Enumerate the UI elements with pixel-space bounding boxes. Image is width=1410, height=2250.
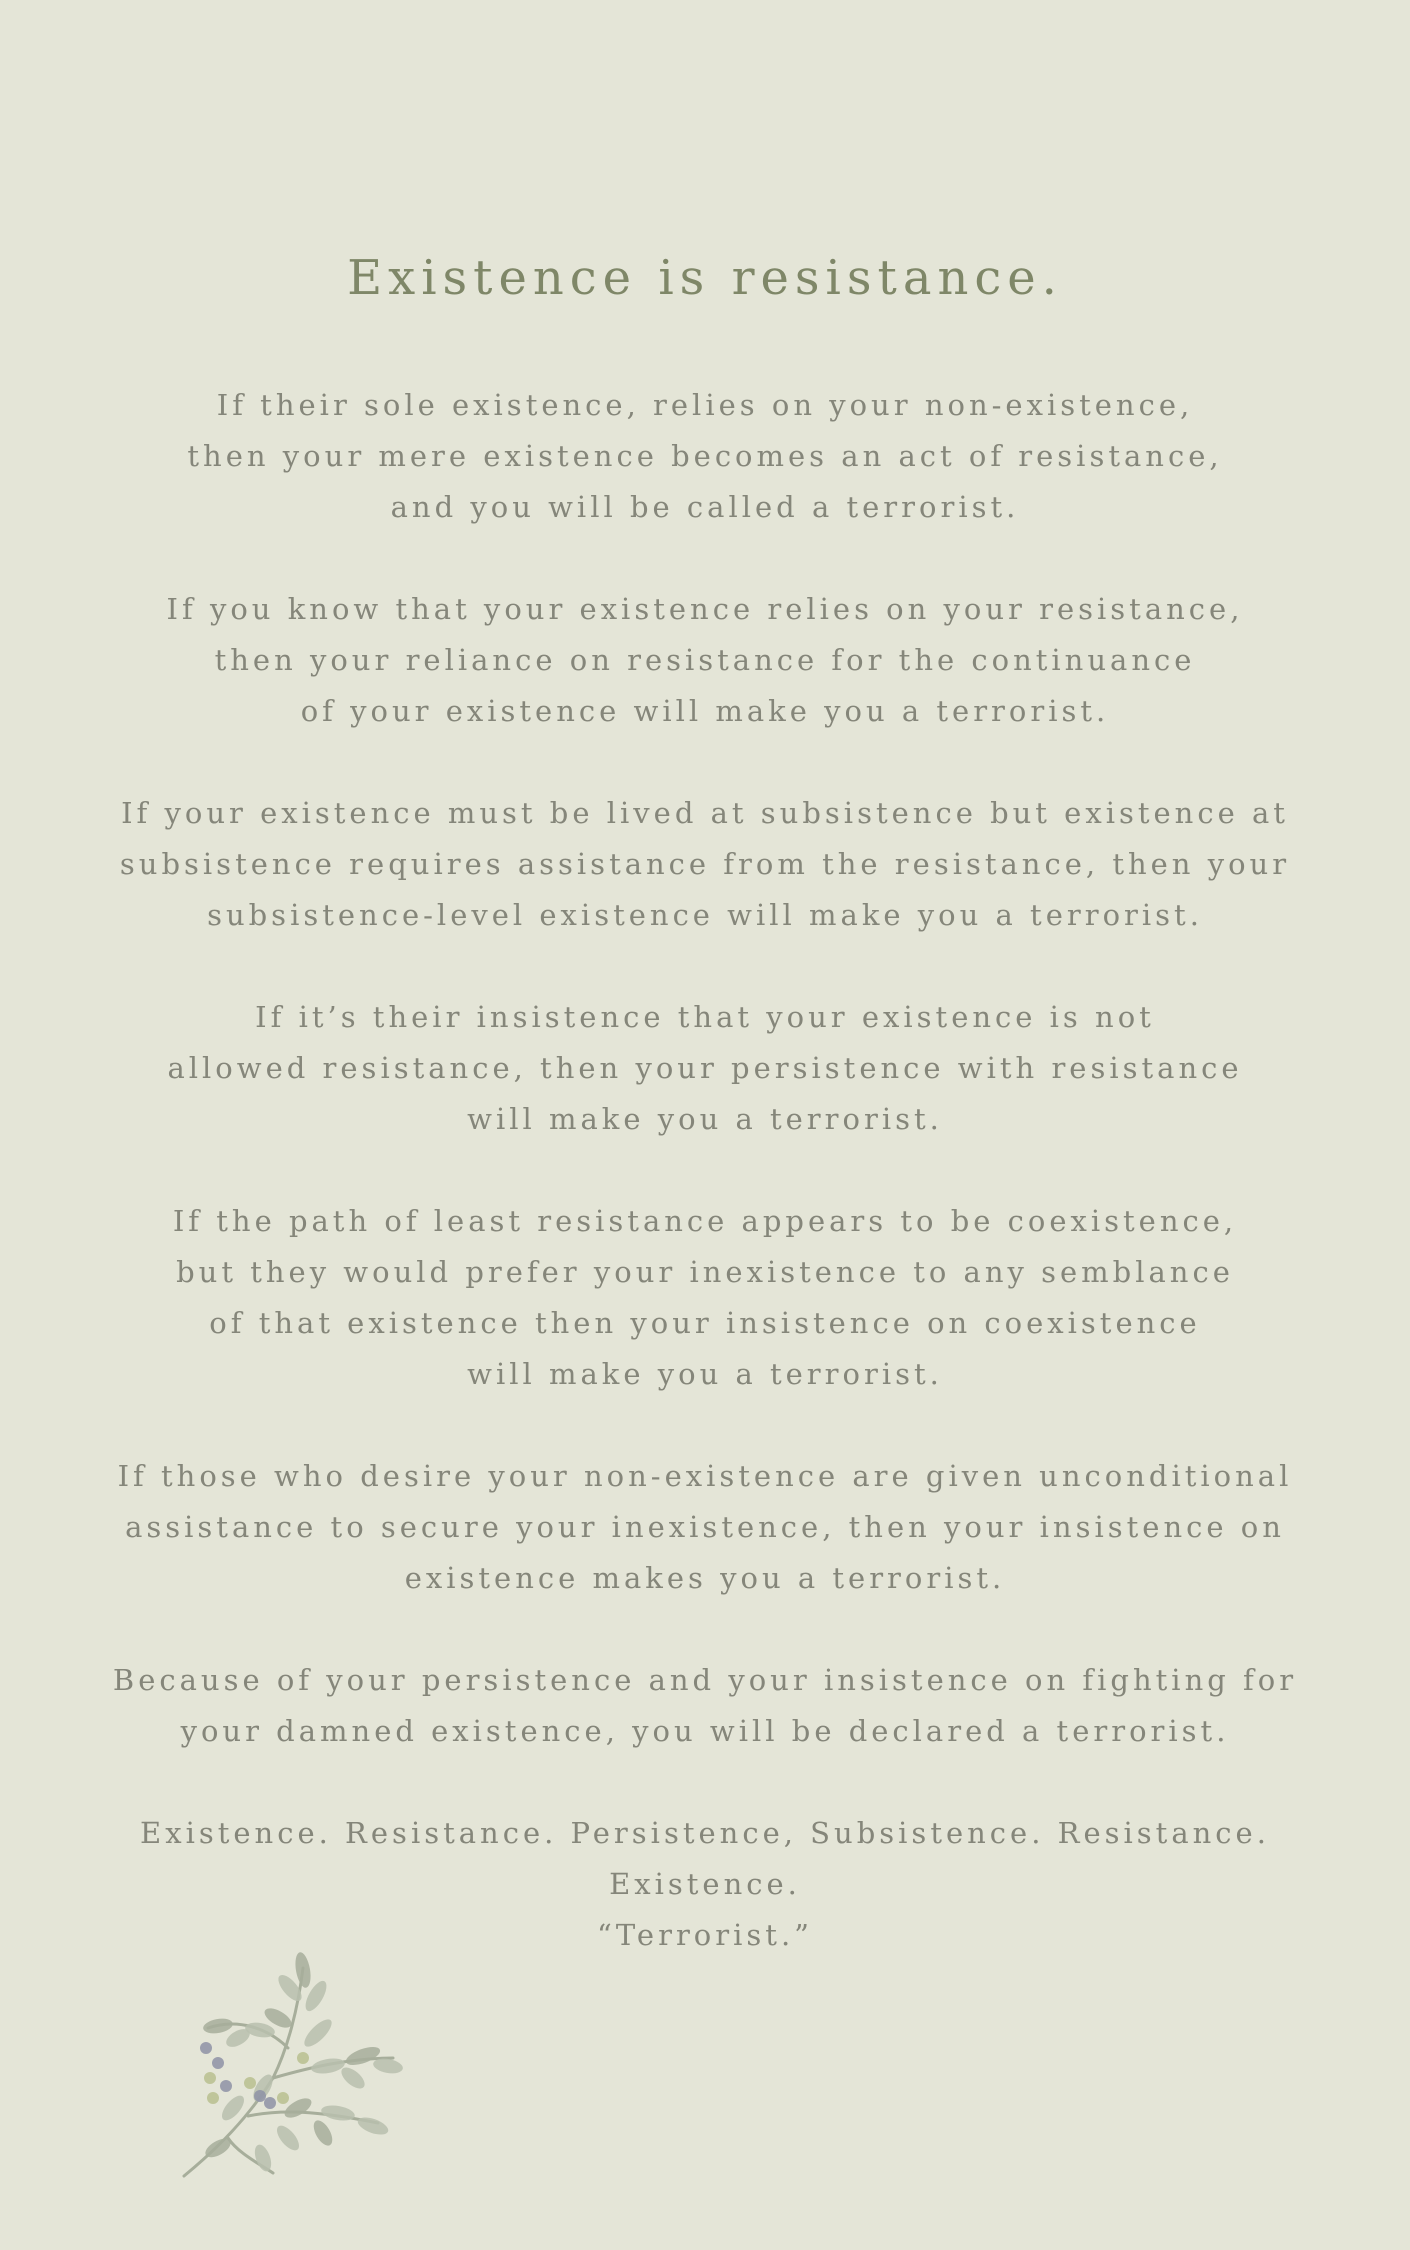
olive-leaf xyxy=(300,2015,335,2050)
olive-leaf xyxy=(202,2017,234,2036)
poem-line: your damned existence, you will be declared a terrorist. xyxy=(180,1714,1230,1748)
poem-line: If it’s their insistence that your existence is not xyxy=(255,1000,1155,1034)
olive-berry xyxy=(204,2072,216,2084)
olive-berry xyxy=(277,2092,289,2104)
olive-berry xyxy=(244,2077,256,2089)
olive-berry xyxy=(297,2052,309,2064)
poem-line: will make you a terrorist. xyxy=(467,1102,943,1136)
olive-berry xyxy=(220,2080,232,2092)
olive-leaf xyxy=(293,1951,313,1989)
olive-berry xyxy=(264,2097,276,2109)
poem-line: Because of your persistence and your insistence on fighting for xyxy=(112,1663,1298,1697)
olive-berry xyxy=(200,2042,212,2054)
poem-line: allowed resistance, then your persistence with resistance xyxy=(167,1051,1243,1085)
olive-branch-icon xyxy=(178,1948,428,2180)
olive-leaf xyxy=(310,2117,336,2148)
olive-berry xyxy=(254,2090,266,2102)
poem-line: and you will be called a terrorist. xyxy=(390,490,1020,524)
poem-line: existence makes you a terrorist. xyxy=(404,1561,1006,1595)
poem-body xyxy=(0,380,1410,2012)
stanza xyxy=(0,1655,1410,1757)
poem-line: assistance to secure your inexistence, then your insistence on xyxy=(125,1510,1285,1544)
poem-line: subsistence requires assistance from the resistance, then your xyxy=(119,847,1291,881)
poem-line: If their sole existence, relies on your non-existence, xyxy=(216,388,1194,422)
poem-line: “Terrorist.” xyxy=(597,1918,813,1952)
stanza xyxy=(0,584,1410,737)
stanza xyxy=(0,1808,1410,1961)
poem-line: then your reliance on resistance for the continuance xyxy=(214,643,1196,677)
poem-line: of your existence will make you a terrorist. xyxy=(300,694,1110,728)
stanza xyxy=(0,380,1410,533)
olive-leaf xyxy=(310,2056,346,2076)
poem-line: Existence. Resistance. Persistence, Subsistence. Resistance. xyxy=(140,1816,1270,1850)
stanza xyxy=(0,992,1410,1145)
poem-line: but they would prefer your inexistence to any semblance xyxy=(176,1255,1234,1289)
poem-line: then your mere existence becomes an act of resistance, xyxy=(187,439,1223,473)
olive-berry xyxy=(207,2092,219,2104)
stanza xyxy=(0,1451,1410,1604)
poem-line: If those who desire your non-existence are given unconditional xyxy=(117,1459,1293,1493)
stanza xyxy=(0,1196,1410,1400)
poem-line: subsistence-level existence will make you a terrorist. xyxy=(207,898,1203,932)
poem-line: If the path of least resistance appears to be coexistence, xyxy=(172,1204,1238,1238)
olive-berry xyxy=(212,2057,224,2069)
stanza xyxy=(0,788,1410,941)
olive-leaf xyxy=(338,2064,368,2093)
olive-leaf xyxy=(252,2142,275,2173)
poem-line: Existence. xyxy=(609,1867,801,1901)
olive-leaf xyxy=(356,2114,391,2138)
poem-title: Existence is resistance. xyxy=(347,250,1063,306)
olive-leaf xyxy=(273,2122,303,2154)
poem-line: will make you a terrorist. xyxy=(467,1357,943,1391)
poem-line: If your existence must be lived at subsistence but existence at xyxy=(121,796,1289,830)
poem-line: of that existence then your insistence on coexistence xyxy=(209,1306,1201,1340)
olive-leaf xyxy=(320,2103,356,2123)
poem-line: If you know that your existence relies on your resistance, xyxy=(166,592,1244,626)
